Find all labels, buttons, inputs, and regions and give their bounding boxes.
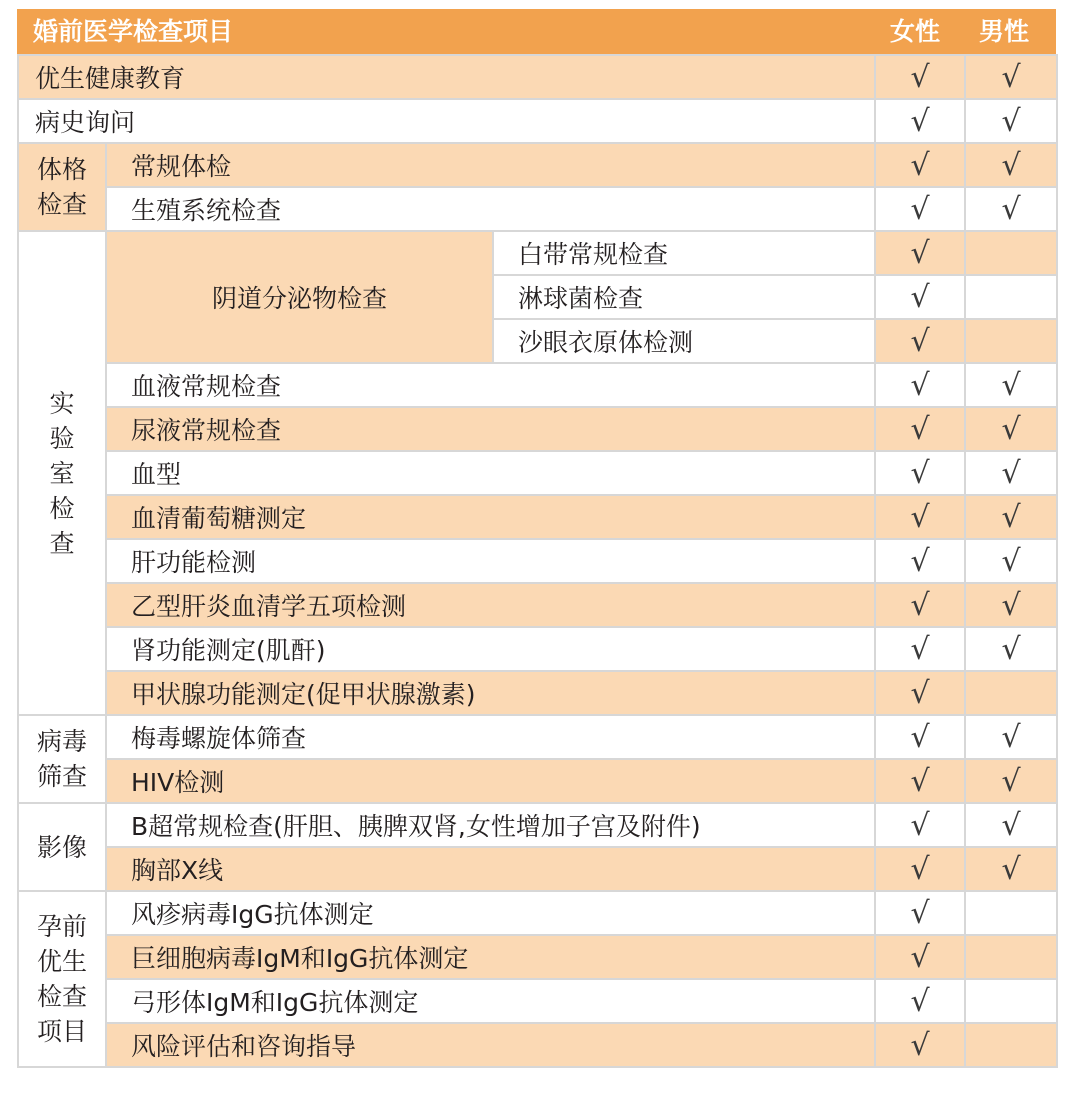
- group-label: 病毒 筛查: [18, 715, 106, 803]
- female-check: √: [875, 451, 965, 495]
- male-empty: [965, 231, 1057, 275]
- table-header: [17, 9, 1056, 54]
- male-check: √: [965, 715, 1057, 759]
- sub-item-label: 白带常规检查: [493, 231, 875, 275]
- female-check: √: [875, 275, 965, 319]
- table-row: [18, 407, 1057, 451]
- item-label: 肾功能测定(肌酐): [106, 627, 875, 671]
- female-check: √: [875, 495, 965, 539]
- table-row: [18, 759, 1057, 803]
- male-check: √: [965, 55, 1057, 99]
- item-label: 风险评估和咨询指导: [106, 1023, 875, 1067]
- female-check: √: [875, 935, 965, 979]
- table-row: [18, 847, 1057, 891]
- table-row: [18, 891, 1057, 935]
- male-check: √: [965, 451, 1057, 495]
- male-check: √: [965, 627, 1057, 671]
- female-check: √: [875, 231, 965, 275]
- female-check: √: [875, 187, 965, 231]
- male-check: √: [965, 495, 1057, 539]
- male-empty: [965, 979, 1057, 1023]
- male-column-header: 男性: [979, 17, 1030, 46]
- male-check: √: [965, 363, 1057, 407]
- item-label: 胸部X线: [106, 847, 875, 891]
- item-label: 巨细胞病毒IgM和IgG抗体测定: [106, 935, 875, 979]
- male-check: √: [965, 539, 1057, 583]
- male-check: √: [965, 187, 1057, 231]
- table-row: [18, 715, 1057, 759]
- item-label: 病史询问: [18, 99, 875, 143]
- male-check: √: [965, 143, 1057, 187]
- table-row: [18, 99, 1057, 143]
- item-label: 乙型肝炎血清学五项检测: [106, 583, 875, 627]
- table-row: [18, 627, 1057, 671]
- male-empty: [965, 319, 1057, 363]
- table-title: 婚前医学检查项目: [33, 17, 234, 46]
- table-row: [18, 1023, 1057, 1067]
- exam-table: [17, 54, 1058, 1068]
- female-check: √: [875, 759, 965, 803]
- table-row: [18, 979, 1057, 1023]
- table-row: [18, 231, 1057, 275]
- female-check: √: [875, 715, 965, 759]
- female-check: √: [875, 671, 965, 715]
- male-check: √: [965, 407, 1057, 451]
- table-row: [18, 671, 1057, 715]
- female-check: √: [875, 803, 965, 847]
- female-check: √: [875, 847, 965, 891]
- male-empty: [965, 891, 1057, 935]
- male-check: √: [965, 583, 1057, 627]
- female-check: √: [875, 1023, 965, 1067]
- female-check: √: [875, 583, 965, 627]
- male-empty: [965, 671, 1057, 715]
- female-check: √: [875, 319, 965, 363]
- group-label: 实 验 室 检 查: [18, 231, 106, 715]
- item-label: 生殖系统检查: [106, 187, 875, 231]
- item-label: 血液常规检查: [106, 363, 875, 407]
- table-row: [18, 803, 1057, 847]
- female-check: √: [875, 363, 965, 407]
- item-label: 血型: [106, 451, 875, 495]
- table-row: [18, 143, 1057, 187]
- exam-table-container: [17, 9, 1056, 1068]
- item-label: 阴道分泌物检查: [106, 231, 493, 363]
- item-label: 梅毒螺旋体筛查: [106, 715, 875, 759]
- male-empty: [965, 1023, 1057, 1067]
- table-row: [18, 583, 1057, 627]
- male-check: √: [965, 803, 1057, 847]
- item-label: 尿液常规检查: [106, 407, 875, 451]
- female-check: √: [875, 407, 965, 451]
- female-check: √: [875, 979, 965, 1023]
- table-row: [18, 55, 1057, 99]
- table-row: [18, 187, 1057, 231]
- table-row: [18, 539, 1057, 583]
- female-check: √: [875, 99, 965, 143]
- item-label: 肝功能检测: [106, 539, 875, 583]
- group-label: 孕前 优生 检查 项目: [18, 891, 106, 1067]
- male-check: √: [965, 759, 1057, 803]
- group-label: 体格 检查: [18, 143, 106, 231]
- male-empty: [965, 275, 1057, 319]
- group-label: 影像: [18, 803, 106, 891]
- item-label: 风疹病毒IgG抗体测定: [106, 891, 875, 935]
- sub-item-label: 淋球菌检查: [493, 275, 875, 319]
- female-check: √: [875, 55, 965, 99]
- item-label: 血清葡萄糖测定: [106, 495, 875, 539]
- item-label: 优生健康教育: [18, 55, 875, 99]
- table-row: [18, 363, 1057, 407]
- female-column-header: 女性: [890, 17, 941, 46]
- female-check: √: [875, 891, 965, 935]
- item-label: HIV检测: [106, 759, 875, 803]
- male-empty: [965, 935, 1057, 979]
- male-check: √: [965, 847, 1057, 891]
- item-label: 常规体检: [106, 143, 875, 187]
- table-row: [18, 935, 1057, 979]
- female-check: √: [875, 627, 965, 671]
- sub-item-label: 沙眼衣原体检测: [493, 319, 875, 363]
- item-label: 弓形体IgM和IgG抗体测定: [106, 979, 875, 1023]
- table-row: [18, 451, 1057, 495]
- item-label: B超常规检查(肝胆、胰脾双肾,女性增加子宫及附件): [106, 803, 875, 847]
- female-check: √: [875, 539, 965, 583]
- male-check: √: [965, 99, 1057, 143]
- item-label: 甲状腺功能测定(促甲状腺激素): [106, 671, 875, 715]
- female-check: √: [875, 143, 965, 187]
- table-row: [18, 495, 1057, 539]
